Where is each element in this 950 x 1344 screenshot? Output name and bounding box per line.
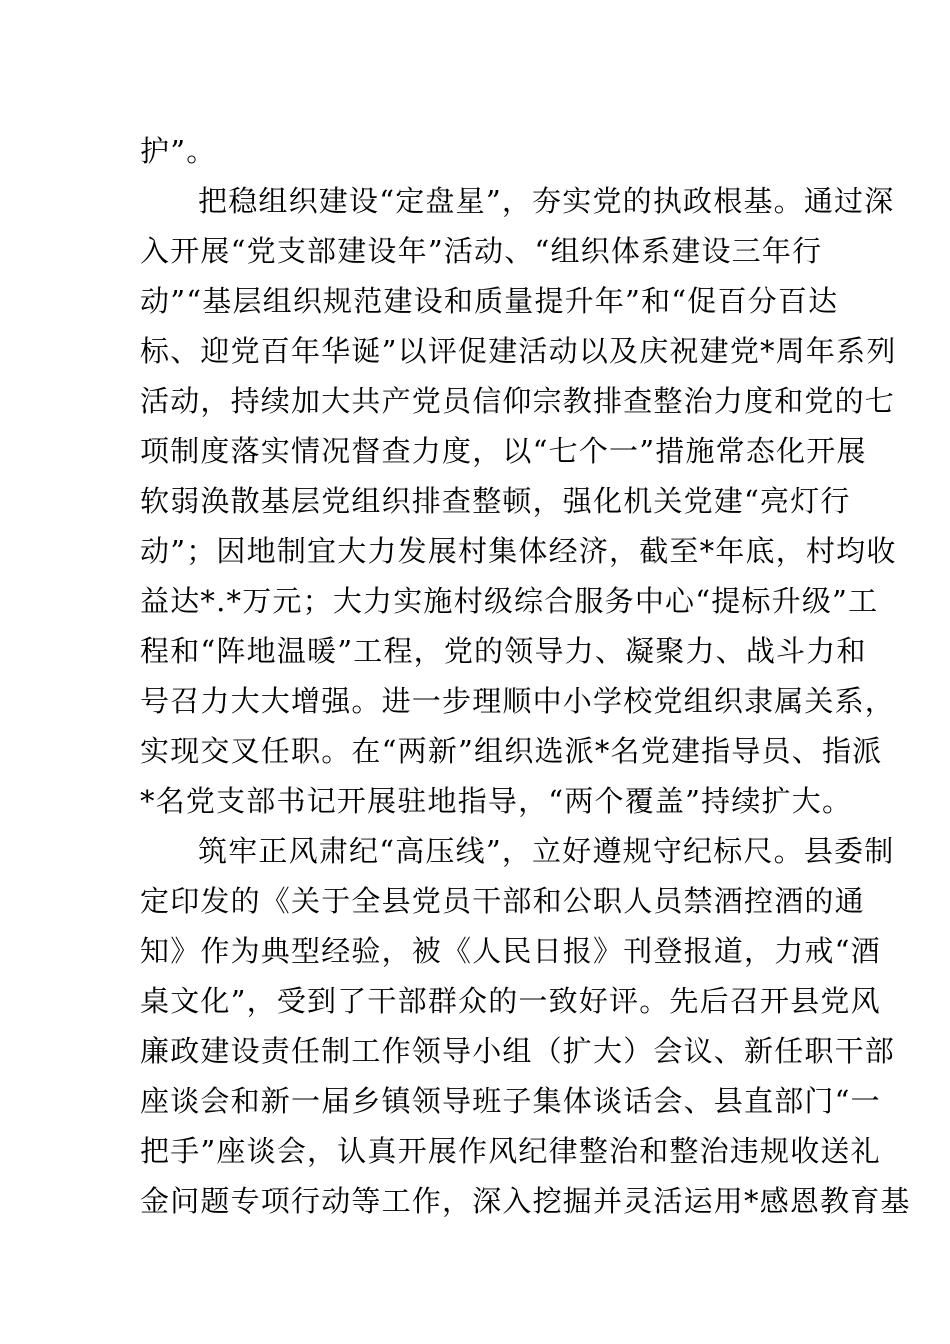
text-line: *名党支部书记开展驻地指导，“两个覆盖”持续扩大。 [140, 784, 853, 818]
text-line: 软弱涣散基层党组织排查整顿，强化机关党建“亮灯行 [140, 484, 851, 518]
text-line: 动”；因地制宜大力发展村集体经济，截至*年底，村均收 [140, 534, 897, 568]
text-line: 程和“阵地温暖”工程，党的领导力、凝聚力、战斗力和 [140, 634, 867, 668]
text-line: 号召力大大增强。进一步理顺中小学校党组织隶属关系， [140, 684, 896, 718]
text-line: 把手”座谈会，认真开展作风纪律整治和整治违规收送礼 [140, 1134, 881, 1168]
text-line: 金问题专项行动等工作，深入挖掘并灵活运用*感恩教育基 [140, 1184, 911, 1218]
text-line: 廉政建设责任制工作领导小组（扩大）会议、新任职干部 [140, 1034, 896, 1068]
text-line: 项制度落实情况督查力度，以“七个一”措施常态化开展 [140, 434, 867, 468]
text-line: 座谈会和新一届乡镇领导班子集体谈话会、县直部门“一 [140, 1084, 881, 1118]
text-line: 益达*.*万元；大力实施村级综合服务中心“提标升级”工 [140, 584, 879, 618]
text-line: 护”。 [140, 134, 217, 168]
text-line: 实现交叉任职。在“两新”组织选派*名党建指导员、指派 [140, 734, 883, 768]
text-line: 动”“基层组织规范建设和质量提升年”和“促百分百达 [140, 284, 839, 318]
text-line: 入开展“党支部建设年”活动、“组织体系建设三年行 [140, 234, 823, 268]
text-line: 桌文化”，受到了干部群众的一致好评。先后召开县党风 [140, 984, 881, 1018]
text-line: 活动，持续加大共产党员信仰宗教排查整治力度和党的七 [140, 384, 896, 418]
paragraph-start-line: 筑牢正风肃纪“高压线”，立好遵规守纪标尺。县委制 [198, 834, 895, 868]
text-line: 定印发的《关于全县党员干部和公职人员禁酒控酒的通 [140, 884, 865, 918]
paragraph-start-line: 把稳组织建设“定盘星”，夯实党的执政根基。通过深 [198, 184, 895, 218]
text-line: 知》作为典型经验，被《人民日报》刊登报道，力戒“酒 [140, 934, 881, 968]
text-line: 标、迎党百年华诞”以评促建活动以及庆祝建党*周年系列 [140, 334, 897, 368]
